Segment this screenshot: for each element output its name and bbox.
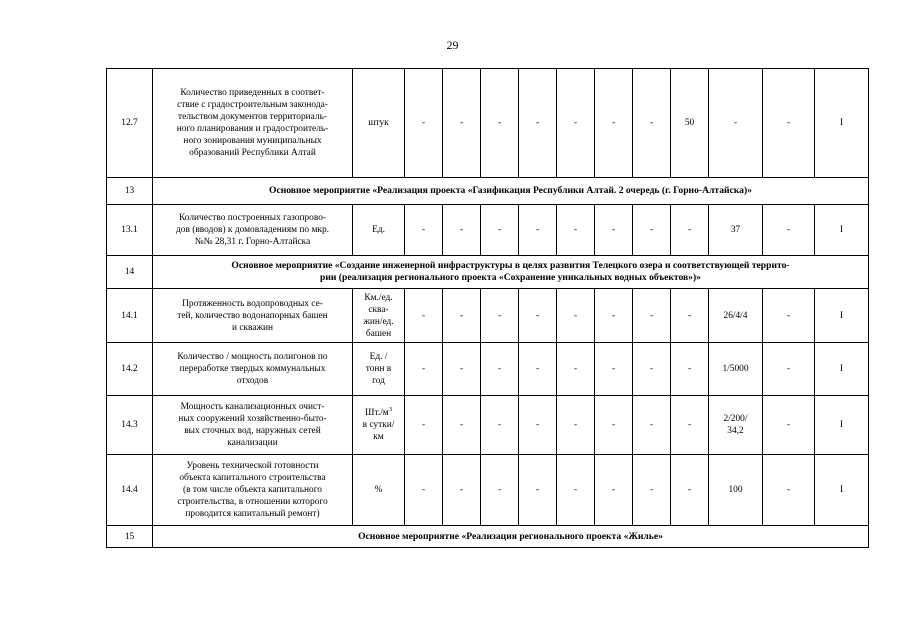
value-cell: - xyxy=(709,69,763,178)
value-cell: - xyxy=(519,69,557,178)
value-cell: - xyxy=(443,289,481,343)
unit-cell: Ед. xyxy=(353,205,405,256)
value-cell: - xyxy=(443,455,481,526)
row-number: 15 xyxy=(107,526,153,548)
value-cell: - xyxy=(405,455,443,526)
value-cell: - xyxy=(557,69,595,178)
value-cell: - xyxy=(595,69,633,178)
table-row-14-1 xyxy=(107,289,869,343)
table-row-15 xyxy=(107,526,869,548)
value-cell: - xyxy=(595,343,633,396)
value-cell: 50 xyxy=(671,69,709,178)
value-cell: - xyxy=(557,343,595,396)
value-cell: - xyxy=(519,455,557,526)
value-cell: - xyxy=(595,289,633,343)
value-cell: I xyxy=(815,343,869,396)
value-cell: - xyxy=(481,289,519,343)
value-cell: - xyxy=(481,455,519,526)
value-cell: - xyxy=(443,205,481,256)
value-cell: - xyxy=(671,289,709,343)
value-cell: - xyxy=(481,396,519,455)
value-cell: - xyxy=(481,343,519,396)
value-cell: - xyxy=(633,69,671,178)
row-number: 13 xyxy=(107,178,153,205)
row-number: 14 xyxy=(107,256,153,289)
value-cell: - xyxy=(405,205,443,256)
value-cell: - xyxy=(519,396,557,455)
table-row-14-3 xyxy=(107,396,869,455)
page-number: 29 xyxy=(446,38,459,52)
value-cell: - xyxy=(405,69,443,178)
table-row-14-4 xyxy=(107,455,869,526)
unit-cell: Км./ед. сква- жин/ед. башен xyxy=(353,289,405,343)
section-heading: Основное мероприятие «Реализация проекта «Газификация Республики Алтай. 2 очередь (г. Горно-Алтайска)» xyxy=(153,178,869,205)
indicators-table xyxy=(106,68,869,548)
value-cell: I xyxy=(815,69,869,178)
value-cell: - xyxy=(763,205,815,256)
table-row-13 xyxy=(107,178,869,205)
value-cell: - xyxy=(595,396,633,455)
value-cell: - xyxy=(633,343,671,396)
unit-cell: $Шт./м^3$ в сутки/ км xyxy=(353,396,405,455)
value-cell: 100 xyxy=(709,455,763,526)
value-cell: I xyxy=(815,455,869,526)
value-cell: I xyxy=(815,396,869,455)
value-cell: - xyxy=(763,69,815,178)
value-cell: - xyxy=(595,455,633,526)
indicator-name: Протяженность водопроводных се- тей, количество водонапорных башен и скважин xyxy=(153,289,353,343)
indicator-name: Количество / мощность полигонов по переработке твердых коммунальных отходов xyxy=(153,343,353,396)
value-cell: - xyxy=(519,289,557,343)
row-number: 12.7 xyxy=(107,69,153,178)
value-cell: I xyxy=(815,205,869,256)
value-cell: - xyxy=(519,343,557,396)
indicator-name: Количество построенных газопрово- дов (вводов) к домовладениям по мкр. №№ 28,31 г. Горно-Алтайска xyxy=(153,205,353,256)
value-cell: 26/4/4 xyxy=(709,289,763,343)
value-cell: - xyxy=(763,455,815,526)
value-cell: - xyxy=(671,343,709,396)
value-cell: - xyxy=(405,343,443,396)
unit-cell: % xyxy=(353,455,405,526)
value-cell: - xyxy=(557,396,595,455)
row-number: 14.2 xyxy=(107,343,153,396)
indicator-name: Уровень технической готовности объекта капитального строительства (в том числе объекта капитального строительства, в отношении которого проводится капитальный ремонт) xyxy=(153,455,353,526)
value-cell: - xyxy=(405,289,443,343)
value-cell: - xyxy=(557,289,595,343)
value-cell: - xyxy=(481,69,519,178)
value-cell: - xyxy=(519,205,557,256)
value-cell: - xyxy=(443,396,481,455)
indicator-name: Количество приведенных в соответ- ствие с градостроительным законода- тельством документов территориаль- ного планирования и градостроитель- ного зонирования муниципальных образований Республики Алтай xyxy=(153,69,353,178)
value-cell: - xyxy=(443,343,481,396)
unit-cell: штук xyxy=(353,69,405,178)
value-cell: - xyxy=(633,205,671,256)
indicator-name: Мощность канализационных очист- ных сооружений хозяйственно-быто- вых сточных вод, наружных сетей канализации xyxy=(153,396,353,455)
value-cell: - xyxy=(671,455,709,526)
value-cell: - xyxy=(557,455,595,526)
row-number: 14.3 xyxy=(107,396,153,455)
value-cell: - xyxy=(763,396,815,455)
value-cell: 37 xyxy=(709,205,763,256)
row-number: 13.1 xyxy=(107,205,153,256)
unit-cell: Ед. / тонн в год xyxy=(353,343,405,396)
value-cell: - xyxy=(443,69,481,178)
value-cell: - xyxy=(671,396,709,455)
value-cell: 1/5000 xyxy=(709,343,763,396)
value-cell: - xyxy=(763,289,815,343)
value-cell: - xyxy=(633,289,671,343)
value-cell: - xyxy=(405,396,443,455)
value-cell: - xyxy=(633,396,671,455)
table-row-13-1 xyxy=(107,205,869,256)
value-cell: - xyxy=(481,205,519,256)
table-row-12-7 xyxy=(107,69,869,178)
section-heading: Основное мероприятие «Создание инженерной инфраструктуры в целях развития Телецкого озера и соответствующей террито- рии (реализация регионального проекта «Сохранение уникальных водных объектов»)» xyxy=(153,256,869,289)
section-heading: Основное мероприятие «Реализация регионального проекта «Жилье» xyxy=(153,526,869,548)
row-number: 14.4 xyxy=(107,455,153,526)
value-cell: - xyxy=(633,455,671,526)
table-row-14-2 xyxy=(107,343,869,396)
row-number: 14.1 xyxy=(107,289,153,343)
table-row-14 xyxy=(107,256,869,289)
value-cell: - xyxy=(763,343,815,396)
value-cell: - xyxy=(671,205,709,256)
value-cell: I xyxy=(815,289,869,343)
value-cell: 2/200/ 34,2 xyxy=(709,396,763,455)
value-cell: - xyxy=(557,205,595,256)
value-cell: - xyxy=(595,205,633,256)
